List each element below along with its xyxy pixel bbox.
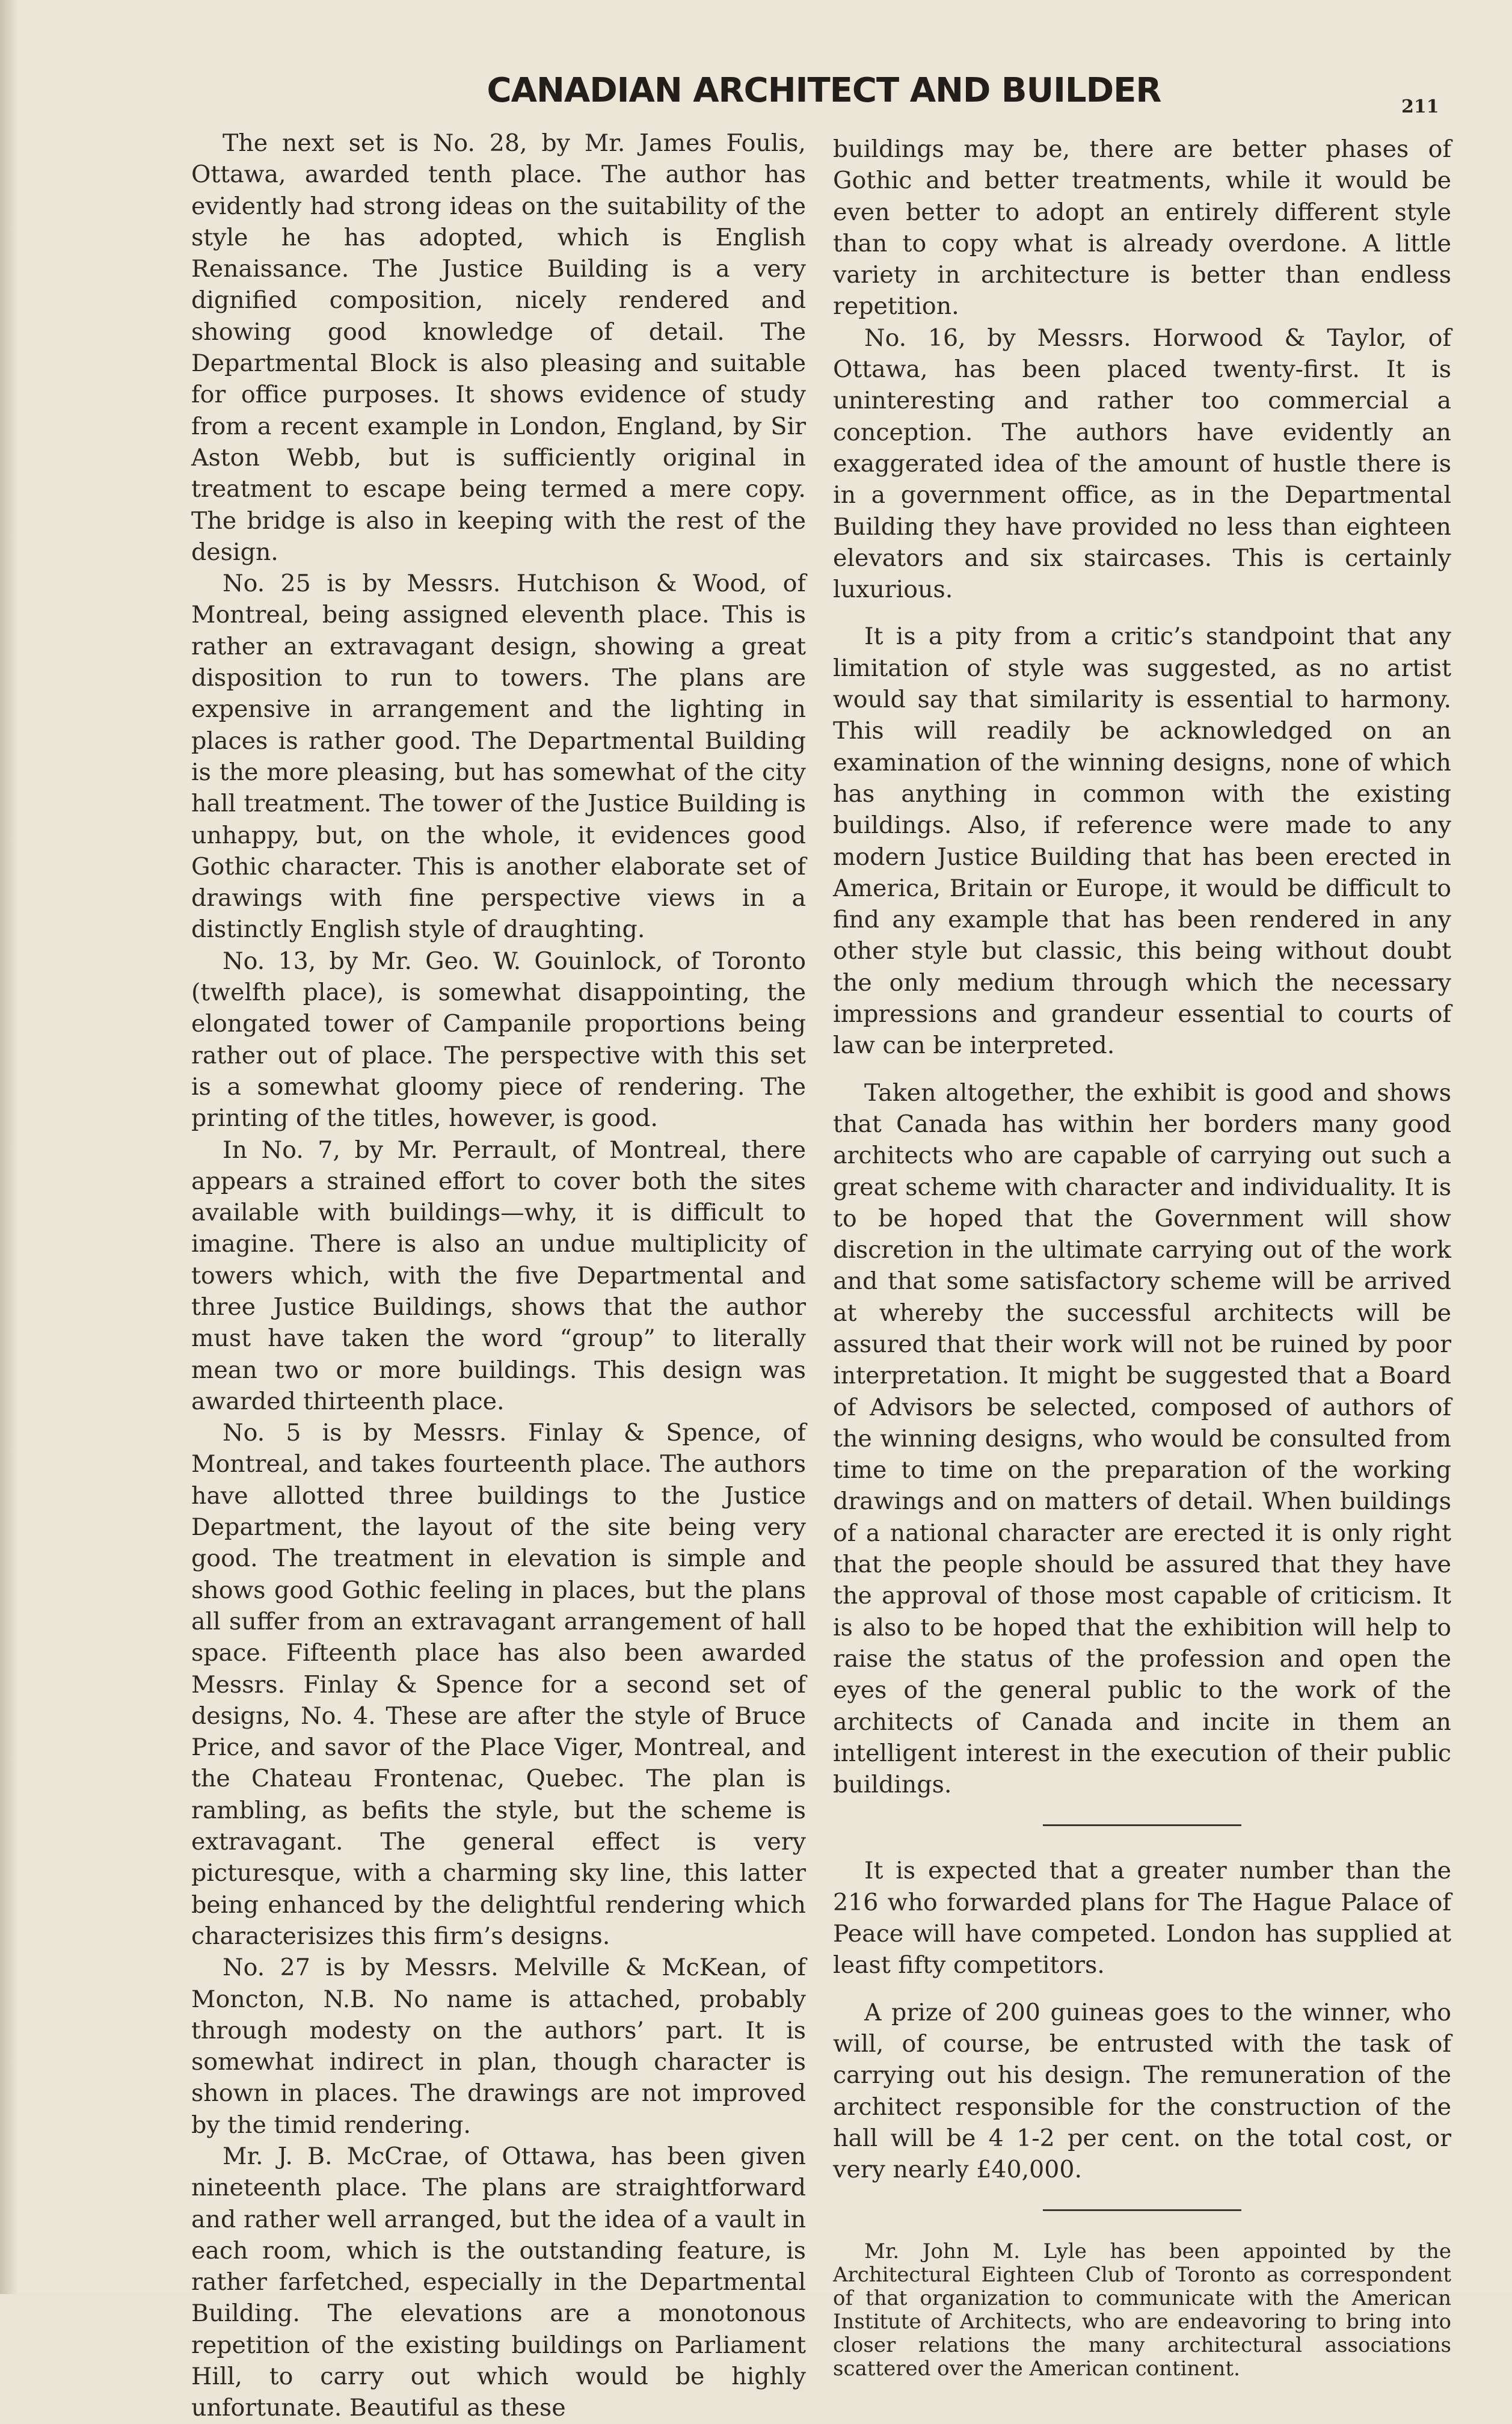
left-column — [191, 128, 806, 2424]
right-column — [833, 134, 1451, 2381]
page-number: 211 — [1401, 96, 1439, 117]
paragraph-hague-competitors: It is expected that a greater number than the 216 who forwarded plans for The Hague Palace of Peace will have competed. London has supplied at least fifty competitors. — [833, 1857, 1451, 1979]
paragraph-continuation: buildings may be, there are better phases of Gothic and better treatments, while it would be even better to adopt an entirely different style than to copy what is already overdone. A little variety in architecture is better than endless repetition. — [833, 135, 1451, 321]
paragraph-mccrae: Mr. J. B. McCrae, of Ottawa, has been given nineteenth place. The plans are straightforward and rather well arranged, but the idea of a vault in each room, which is the outstanding feature, is rather farfetched, especially in the Departmental Building. The elevations are a monotonous repetition of the existing buildings on Parliament Hill, to carry out which would be highly unfortunate. Beautiful as these — [191, 2143, 806, 2422]
paragraph-gouinlock: No. 13, by Mr. Geo. W. Gouinlock, of Toronto (twelfth place), is somewhat disappointing, the elongated tower of Campanile proportions being rather out of place. The perspective with this set is a somewhat gloomy piece of rendering. The printing of the titles, however, is good. — [191, 947, 806, 1133]
paragraph-hutchison-wood: No. 25 is by Messrs. Hutchison & Wood, of Montreal, being assigned eleventh place. This is rather an extravagant design, showing a great disposition to run to towers. The plans are expensive in arrangement and the lighting in places is rather good. The Departmental Building is the more pleasing, but has somewhat of the city hall treatment. The tower of the Justice Building is unhappy, but, on the whole, it evidences good Gothic character. This is another elaborate set of drawings with fine perspective views in a distinctly English style of draughting. — [191, 570, 806, 944]
paragraph-finlay-spence: No. 5 is by Messrs. Finlay & Spence, of Montreal, and takes fourteenth place. The authors have allotted three buildings to the Justice Department, the layout of the site being very good. The treatment in elevation is simple and shows good Gothic feeling in places, but the plans all suffer from an extravagant arrangement of hall space. Fifteenth place has also been awarded Messrs. Finlay & Spence for a second set of designs, No. 4. These are after the style of Bruce Price, and savor of the Place Viger, Montreal, and the Chateau Frontenac, Quebec. The plan is rambling, as befits the style, but the scheme is extravagant. The general effect is very picturesque, with a charming sky line, this latter being enhanced by the delightful rendering which characterisizes this firm’s designs. — [191, 1419, 806, 1950]
paragraph-taken-altogether: Taken altogether, the exhibit is good and shows that Canada has within her borders many good architects who are capable of carrying out such a great scheme with character and individuality. It is to be hoped that the Government will show discretion in the ultimate carrying out of the work and that some satisfactory scheme will be arrived at whereby the successful architects will be assured that their work will not be ruined by poor interpretation. It might be suggested that a Board of Advisors be selected, composed of authors of the winning designs, who would be consulted from time to time on the preparation of the working drawings and on matters of detail. When buildings of a national character are erected it is only right that the people should be assured that they have the approval of those most capable of criticism. It is also to be hoped that the exhibition will help to raise the status of the profession and open the eyes of the general public to the work of the architects of Canada and incite in them an intelligent interest in the execution of their public buildings. — [833, 1078, 1451, 1799]
paragraph-horwood-taylor: No. 16, by Messrs. Horwood & Taylor, of Ottawa, has been placed twenty-first. It is uninteresting and rather too commercial a conception. The authors have evidently an exaggerated idea of the amount of hustle there is in a government office, as in the Departmental Building they have provided no less than eighteen elevators and six staircases. This is certainly luxurious. — [833, 324, 1451, 604]
paragraph-melville-mckean: No. 27 is by Messrs. Melville & McKean, of Moncton, N.B. No name is attached, probably through modesty on the authors’ part. It is somewhat indirect in plan, though character is shown in places. The drawings are not improved by the timid rendering. — [191, 1954, 806, 2139]
page-binding-edge — [0, 0, 18, 2294]
paragraph-hague-prize: A prize of 200 guineas goes to the winner, who will, of course, be entrusted with the task of carrying out his design. The remuneration of the architect responsible for the construction of the hall will be 4 1-2 per cent. on the total cost, or very nearly £40,000. — [833, 1998, 1451, 2184]
paragraph-perrault: In No. 7, by Mr. Perrault, of Montreal, there appears a strained effort to cover both the sites available with buildings—why, it is difficult to imagine. There is also an undue multiplicity of towers which, with the five Departmental and three Justice Buildings, shows that the author must have taken the word “group” to literally mean two or more buildings. This design was awarded thirteenth place. — [191, 1136, 806, 1415]
section-divider — [1043, 2209, 1241, 2211]
masthead-title: CANADIAN ARCHITECT AND BUILDER — [487, 71, 1161, 110]
paragraph-foulis: The next set is No. 28, by Mr. James Foulis, Ottawa, awarded tenth place. The author has evidently had strong ideas on the suitability of the style he has adopted, which is English Renaissance. The Justice Building is a very dignified composition, nicely rendered and showing good knowledge of detail. The Departmental Block is also pleasing and suitable for office purposes. It shows evidence of study from a recent example in London, England, by Sir Aston Webb, but is sufficiently original in treatment to escape being termed a mere copy. The bridge is also in keeping with the rest of the design. — [191, 129, 806, 566]
paragraph-lyle-note: Mr. John M. Lyle has been appointed by the Architectural Eighteen Club of Toronto as correspondent of that organization to communicate with the American Institute of Architects, who are endeavoring to bring into closer relations the many architectural associations scattered over the American continent. — [833, 2239, 1451, 2381]
paragraph-critic-standpoint: It is a pity from a critic’s standpoint that any limitation of style was suggested, as no artist would say that similarity is essential to harmony. This will readily be acknowledged on an examination of the winning designs, none of which has anything in common with the existing buildings. Also, if reference were made to any modern Justice Building that has been erected in America, Britain or Europe, it would be difficult to find any example that has been rendered in any other style but classic, this being without doubt the only medium through which the necessary impressions and grandeur essential to courts of law can be interpreted. — [833, 623, 1451, 1060]
section-divider — [1043, 1824, 1241, 1826]
